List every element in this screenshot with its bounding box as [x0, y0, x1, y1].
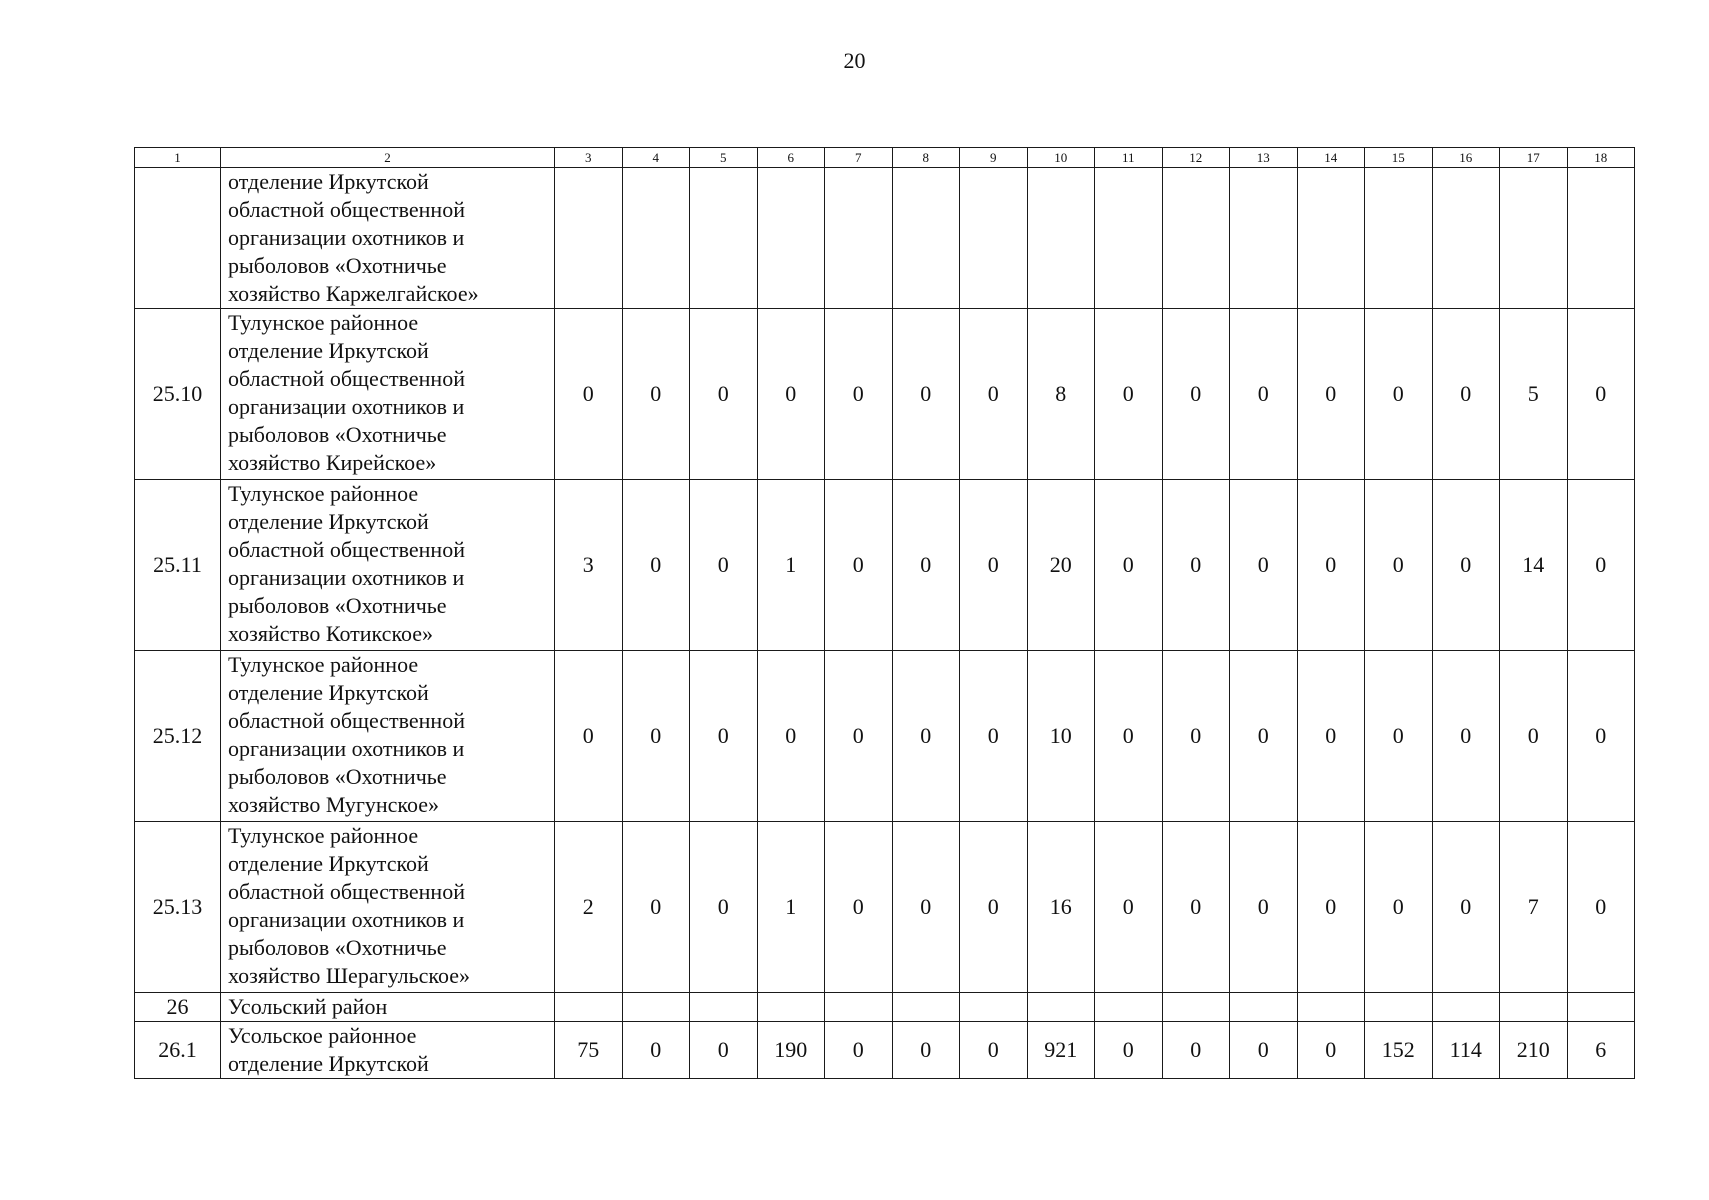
value-cell: 0 [1432, 822, 1500, 993]
value-cell: 20 [1027, 480, 1095, 651]
column-number: 11 [1095, 148, 1163, 168]
value-cell [1095, 993, 1163, 1022]
value-cell: 6 [1567, 1022, 1635, 1079]
value-cell [690, 168, 758, 309]
column-number-row [135, 148, 1635, 168]
value-cell [690, 993, 758, 1022]
value-cell: 0 [1162, 822, 1230, 993]
value-cell: 0 [622, 480, 690, 651]
value-cell: 8 [1027, 309, 1095, 480]
column-number: 12 [1162, 148, 1230, 168]
value-cell: 0 [1297, 822, 1365, 993]
value-cell [622, 993, 690, 1022]
value-cell: 16 [1027, 822, 1095, 993]
column-number: 2 [221, 148, 555, 168]
value-cell: 3 [555, 480, 623, 651]
value-cell [1162, 993, 1230, 1022]
organization-name: Тулунское районное отделение Иркутской областной общественной организации охотников и рыболовов «Охотничье хозяйство Мугунское» [221, 651, 555, 822]
value-cell: 0 [1095, 651, 1163, 822]
column-number: 18 [1567, 148, 1635, 168]
value-cell: 0 [1365, 651, 1433, 822]
value-cell [892, 993, 960, 1022]
column-number: 9 [960, 148, 1028, 168]
value-cell [757, 993, 825, 1022]
organization-name: Усольское районное отделение Иркутской [221, 1022, 555, 1079]
value-cell: 0 [757, 651, 825, 822]
value-cell: 75 [555, 1022, 623, 1079]
value-cell [555, 993, 623, 1022]
row-number: 25.11 [135, 480, 221, 651]
value-cell: 1 [757, 480, 825, 651]
value-cell: 0 [1297, 651, 1365, 822]
value-cell: 0 [1297, 1022, 1365, 1079]
value-cell [1230, 993, 1298, 1022]
value-cell [555, 168, 623, 309]
organization-name: Тулунское районное отделение Иркутской областной общественной организации охотников и рыболовов «Охотничье хозяйство Котикское» [221, 480, 555, 651]
value-cell: 0 [555, 651, 623, 822]
value-cell [1365, 993, 1433, 1022]
value-cell: 0 [1095, 309, 1163, 480]
value-cell: 0 [1567, 651, 1635, 822]
row-number: 25.10 [135, 309, 221, 480]
value-cell: 0 [1365, 309, 1433, 480]
column-number: 14 [1297, 148, 1365, 168]
value-cell [1297, 993, 1365, 1022]
value-cell: 0 [1297, 309, 1365, 480]
value-cell: 0 [960, 309, 1028, 480]
value-cell: 0 [825, 651, 893, 822]
value-cell: 210 [1500, 1022, 1568, 1079]
value-cell: 0 [622, 1022, 690, 1079]
value-cell: 1 [757, 822, 825, 993]
column-number: 13 [1230, 148, 1298, 168]
row-number: 25.12 [135, 651, 221, 822]
value-cell [757, 168, 825, 309]
value-cell: 0 [960, 1022, 1028, 1079]
value-cell [892, 168, 960, 309]
value-cell [1567, 168, 1635, 309]
value-cell [1027, 993, 1095, 1022]
value-cell: 0 [1095, 1022, 1163, 1079]
value-cell: 0 [690, 1022, 758, 1079]
value-cell [1500, 993, 1568, 1022]
value-cell [1365, 168, 1433, 309]
value-cell: 921 [1027, 1022, 1095, 1079]
row-number: 26 [135, 993, 221, 1022]
column-number: 8 [892, 148, 960, 168]
value-cell: 0 [1500, 651, 1568, 822]
value-cell [1432, 993, 1500, 1022]
value-cell: 10 [1027, 651, 1095, 822]
column-number: 3 [555, 148, 623, 168]
table-row [135, 309, 1635, 480]
value-cell: 0 [1567, 480, 1635, 651]
value-cell: 0 [690, 822, 758, 993]
value-cell: 0 [1095, 822, 1163, 993]
value-cell: 0 [825, 309, 893, 480]
value-cell: 0 [690, 309, 758, 480]
value-cell [1567, 993, 1635, 1022]
organization-name: Тулунское районное отделение Иркутской областной общественной организации охотников и рыболовов «Охотничье хозяйство Кирейское» [221, 309, 555, 480]
value-cell [960, 993, 1028, 1022]
column-number: 15 [1365, 148, 1433, 168]
column-number: 7 [825, 148, 893, 168]
value-cell: 0 [1162, 309, 1230, 480]
value-cell: 7 [1500, 822, 1568, 993]
column-number: 5 [690, 148, 758, 168]
value-cell: 0 [892, 309, 960, 480]
value-cell: 0 [1230, 480, 1298, 651]
column-number: 16 [1432, 148, 1500, 168]
value-cell: 2 [555, 822, 623, 993]
table-row [135, 1022, 1635, 1079]
value-cell: 0 [1365, 822, 1433, 993]
value-cell: 0 [892, 1022, 960, 1079]
value-cell: 0 [825, 822, 893, 993]
value-cell: 0 [1230, 651, 1298, 822]
value-cell [1027, 168, 1095, 309]
row-number: 25.13 [135, 822, 221, 993]
value-cell: 0 [1162, 480, 1230, 651]
value-cell: 0 [1432, 480, 1500, 651]
value-cell: 0 [1567, 822, 1635, 993]
value-cell [1230, 168, 1298, 309]
data-table [134, 147, 1635, 1079]
value-cell: 0 [622, 822, 690, 993]
value-cell: 0 [1432, 309, 1500, 480]
value-cell: 0 [1230, 822, 1298, 993]
value-cell: 0 [690, 480, 758, 651]
column-number: 4 [622, 148, 690, 168]
value-cell: 0 [622, 309, 690, 480]
value-cell: 0 [1162, 651, 1230, 822]
value-cell: 5 [1500, 309, 1568, 480]
value-cell: 0 [690, 651, 758, 822]
value-cell [1095, 168, 1163, 309]
table-row [135, 993, 1635, 1022]
value-cell: 0 [825, 480, 893, 651]
value-cell: 0 [622, 651, 690, 822]
table-row [135, 480, 1635, 651]
value-cell: 0 [892, 480, 960, 651]
value-cell [825, 993, 893, 1022]
value-cell: 0 [960, 651, 1028, 822]
value-cell [1162, 168, 1230, 309]
organization-name: Тулунское районное отделение Иркутской областной общественной организации охотников и рыболовов «Охотничье хозяйство Шерагульское» [221, 822, 555, 993]
row-number: 26.1 [135, 1022, 221, 1079]
value-cell: 0 [1365, 480, 1433, 651]
value-cell [622, 168, 690, 309]
value-cell [1297, 168, 1365, 309]
value-cell [1500, 168, 1568, 309]
value-cell: 0 [892, 822, 960, 993]
value-cell: 0 [555, 309, 623, 480]
value-cell: 0 [960, 480, 1028, 651]
value-cell: 114 [1432, 1022, 1500, 1079]
value-cell: 0 [1162, 1022, 1230, 1079]
value-cell: 0 [1567, 309, 1635, 480]
row-number [135, 168, 221, 309]
value-cell: 0 [825, 1022, 893, 1079]
value-cell: 0 [1095, 480, 1163, 651]
value-cell: 0 [1297, 480, 1365, 651]
column-number: 6 [757, 148, 825, 168]
column-number: 10 [1027, 148, 1095, 168]
value-cell [825, 168, 893, 309]
value-cell [1432, 168, 1500, 309]
organization-name: отделение Иркутской областной общественной организации охотников и рыболовов «Охотничье хозяйство Каржелгайское» [221, 168, 555, 309]
table-row [135, 822, 1635, 993]
organization-name: Усольский район [221, 993, 555, 1022]
table-row [135, 168, 1635, 309]
value-cell: 0 [757, 309, 825, 480]
value-cell: 14 [1500, 480, 1568, 651]
column-number: 1 [135, 148, 221, 168]
value-cell: 0 [1230, 1022, 1298, 1079]
table-row [135, 651, 1635, 822]
value-cell: 0 [960, 822, 1028, 993]
value-cell: 0 [1432, 651, 1500, 822]
value-cell: 152 [1365, 1022, 1433, 1079]
value-cell: 190 [757, 1022, 825, 1079]
page-number: 20 [843, 48, 866, 73]
value-cell [960, 168, 1028, 309]
value-cell: 0 [892, 651, 960, 822]
value-cell: 0 [1230, 309, 1298, 480]
column-number: 17 [1500, 148, 1568, 168]
